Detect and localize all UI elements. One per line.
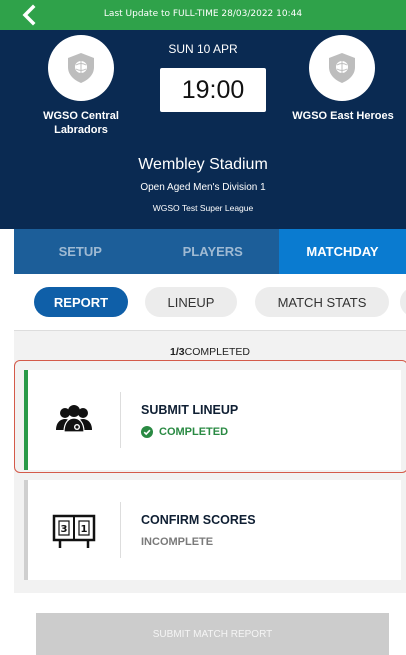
away-team-crest <box>309 35 375 101</box>
task-title: CONFIRM SCORES <box>141 513 256 527</box>
subtab-report[interactable]: REPORT <box>34 287 128 317</box>
focus-highlight <box>14 360 406 473</box>
progress-label: COMPLETED <box>184 346 250 358</box>
sub-tabs <box>34 286 406 318</box>
status-bar <box>0 0 406 30</box>
match-date: SUN 10 APR <box>168 42 238 56</box>
subtab-match-stats[interactable]: MATCH STATS <box>255 287 389 317</box>
submit-match-report-button[interactable]: SUBMIT MATCH REPORT <box>36 613 389 655</box>
home-team-crest <box>48 35 114 101</box>
kickoff-time: 19:00 <box>160 68 266 112</box>
away-team-name: WGSO East Heroes <box>292 110 394 122</box>
subtab-lineup[interactable]: LINEUP <box>145 287 237 317</box>
division-name: Open Aged Men's Division 1 <box>140 182 266 193</box>
tab-setup[interactable]: SETUP <box>58 244 102 259</box>
shield-icon <box>328 52 356 84</box>
match-header <box>0 30 406 229</box>
task-title: SUBMIT LINEUP <box>141 403 239 417</box>
league-name: WGSO Test Super League <box>152 203 254 213</box>
subtab-overflow[interactable] <box>400 287 406 317</box>
task-status-label: COMPLETED <box>159 426 229 438</box>
progress-summary <box>14 346 406 358</box>
task-card-confirm-scores[interactable] <box>24 480 401 580</box>
tab-matchday[interactable]: MATCHDAY <box>279 229 406 274</box>
home-team-name: WGSO Central Labradors <box>43 110 119 136</box>
venue-name: Wembley Stadium <box>138 156 268 173</box>
shield-icon <box>67 52 95 84</box>
last-update-text: Last Update to FULL-TIME 28/03/2022 10:44 <box>103 9 303 19</box>
task-status <box>141 536 213 548</box>
progress-count: 1/3 <box>170 346 185 358</box>
main-tabs <box>14 229 406 274</box>
task-status-label: INCOMPLETE <box>141 536 214 548</box>
card-separator <box>120 502 121 558</box>
svg-text:3: 3 <box>60 524 68 535</box>
svg-text:1: 1 <box>80 524 88 535</box>
tab-players[interactable]: PLAYERS <box>182 244 243 259</box>
scoreboard-icon <box>50 510 98 550</box>
